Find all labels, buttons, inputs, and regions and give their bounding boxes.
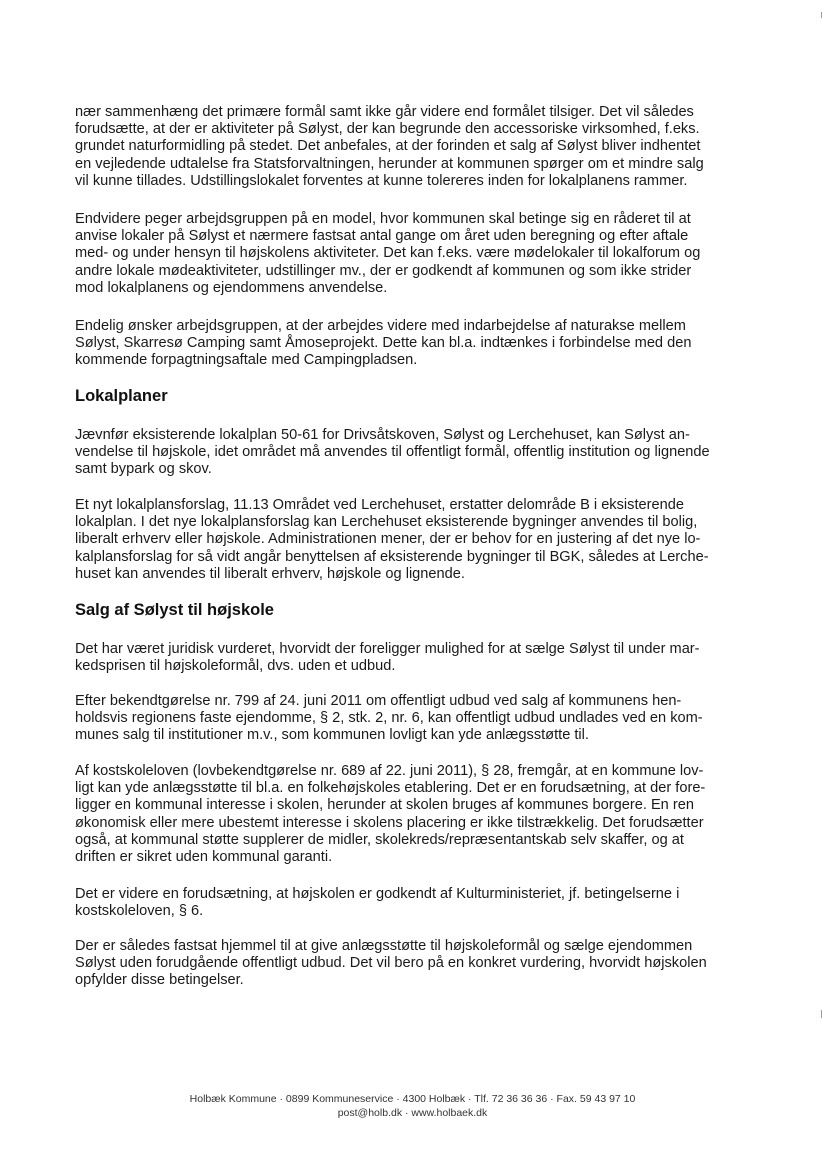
body-paragraph bbox=[75, 211, 740, 297]
text-line: Det er videre en forudsætning, at højskolen er godkendt af Kulturministeriet, jf. betingelserne i bbox=[75, 886, 680, 902]
text-line: Jævnfør eksisterende lokalplan 50-61 for Drivsåtskoven, Sølyst og Lerchehuset, kan Sølyst an- bbox=[75, 427, 690, 443]
body-paragraph bbox=[75, 641, 740, 675]
body-paragraph bbox=[75, 104, 740, 190]
text-line: huset kan anvendes til liberalt erhverv, højskole og lignende. bbox=[75, 565, 465, 582]
body-paragraph bbox=[75, 938, 740, 990]
text-line: anvise lokaler på Sølyst et nærmere fastsat antal gange om året uden beregning og efter aftale bbox=[75, 228, 689, 245]
text-line: ligger en kommunal interesse i skolen, herunder at skolen bruges af kommunes borgere. En ren bbox=[75, 797, 694, 814]
section-heading-salg: Salg af Sølyst til højskole bbox=[75, 601, 274, 619]
text-line: opfylder disse betingelser. bbox=[75, 972, 244, 989]
text-line: kedsprisen til højskoleformål, dvs. uden et udbud. bbox=[75, 658, 396, 675]
text-line: kommende forpagtningsaftale med Campingpladsen. bbox=[75, 352, 418, 369]
text-line: Et nyt lokalplansforslag, 11.13 Området ved Lerchehuset, erstatter delområde B i eksisterende bbox=[75, 497, 684, 513]
body-paragraph bbox=[75, 427, 740, 479]
page-footer bbox=[0, 1092, 825, 1120]
text-line: forudsætte, at der er aktiviteter på Sølyst, der kan begrunde den accessoriske virksomhed, f.eks. bbox=[75, 121, 700, 138]
text-line: mod lokalplanens og ejendommens anvendelse. bbox=[75, 279, 388, 296]
text-line: Sølyst, Skarresø Camping samt Åmoseprojekt. Dette kan bl.a. indtænkes i forbindelse med den bbox=[75, 335, 692, 352]
text-line: økonomisk eller mere ubestemt interesse i skolens placering er ikke tilstrækkelig. Det forudsætter bbox=[75, 814, 704, 831]
text-line: lokalplan. I det nye lokalplansforslag kan Lerchehuset eksisterende bygninger anvendes til bolig, bbox=[75, 514, 698, 531]
text-line: munes salg til institutioner m.v., som kommunen lovligt kan yde anlægsstøtte til. bbox=[75, 727, 589, 744]
text-line: holdsvis regionens faste ejendomme, § 2, stk. 2, nr. 6, kan offentligt udbud undlades ved en kom- bbox=[75, 710, 703, 727]
footer-contact-line: Holbæk Kommune · 0899 Kommuneservice · 4300 Holbæk · Tlf. 72 36 36 36 · Fax. 59 43 97 10 bbox=[189, 1093, 636, 1105]
scan-edge-mark bbox=[821, 1010, 822, 1018]
footer-email-web-line: post@holb.dk · www.holbaek.dk bbox=[337, 1107, 488, 1119]
text-line: driften er sikret uden kommunal garanti. bbox=[75, 849, 333, 866]
text-line: Endelig ønsker arbejdsgruppen, at der arbejdes videre med indarbejdelse af naturakse mellem bbox=[75, 318, 686, 334]
text-line: en vejledende udtalelse fra Statsforvaltningen, herunder at kommunen spørger om et mindre salg bbox=[75, 155, 704, 172]
text-line: vil kunne tillades. Udstillingslokalet forventes at kunne tolereres inden for lokalplanens rammer. bbox=[75, 172, 688, 189]
text-line: vendelse til højskole, idet området må anvendes til offentligt formål, offentlig institution og lignende bbox=[75, 444, 710, 461]
text-line: kalplansforslag for så vidt angår benyttelsen af eksisterende bygninger til BGK, således at Lerche- bbox=[75, 548, 709, 565]
section-heading-lokalplaner: Lokalplaner bbox=[75, 387, 168, 405]
body-paragraph bbox=[75, 763, 740, 866]
text-line: Sølyst uden forudgående offentligt udbud. Det vil bero på en konkret vurdering, hvorvidt højskolen bbox=[75, 955, 707, 972]
text-line: Det har været juridisk vurderet, hvorvidt der foreligger mulighed for at sælge Sølyst til under mar- bbox=[75, 641, 700, 657]
text-line: ligt kan yde anlægsstøtte til bl.a. en folkehøjskoles etablering. Det er en forudsætning, at der fore- bbox=[75, 780, 706, 797]
body-paragraph bbox=[75, 886, 740, 920]
text-line: kostskoleloven, § 6. bbox=[75, 903, 204, 920]
text-line: Der er således fastsat hjemmel til at give anlægsstøtte til højskoleformål og sælge ejendommen bbox=[75, 938, 693, 954]
body-paragraph bbox=[75, 693, 740, 745]
text-line: andre lokale mødeaktiviteter, udstillinger mv., der er godkendt af kommunen og som ikke strider bbox=[75, 262, 692, 279]
text-line: samt bypark og skov. bbox=[75, 461, 212, 478]
text-line: liberalt erhverv eller højskole. Administrationen mener, der er behov for en justering af det nye lo- bbox=[75, 531, 701, 548]
text-line: Af kostskoleloven (lovbekendtgørelse nr. 689 af 22. juni 2011), § 28, fremgår, at en kommune lov- bbox=[75, 763, 704, 779]
body-paragraph bbox=[75, 497, 740, 583]
text-line: med- og under hensyn til højskolens aktiviteter. Det kan f.eks. være mødelokaler til lokalforum og bbox=[75, 245, 701, 262]
scan-edge-mark bbox=[821, 12, 822, 18]
text-line: også, at kommunal støtte supplerer de midler, skolekreds/repræsentantskab selv skaffer, og at bbox=[75, 831, 684, 848]
text-line: Endvidere peger arbejdsgruppen på en model, hvor kommunen skal betinge sig en råderet til at bbox=[75, 211, 691, 227]
body-paragraph bbox=[75, 318, 740, 370]
text-line: Efter bekendtgørelse nr. 799 af 24. juni 2011 om offentligt udbud ved salg af kommunens hen- bbox=[75, 693, 682, 709]
text-line: grundet naturformidling på stedet. Det anbefales, at der forinden et salg af Sølyst bliver indhentet bbox=[75, 138, 701, 155]
text-line: nær sammenhæng det primære formål samt ikke går videre end formålet tilsiger. Det vil således bbox=[75, 104, 694, 120]
